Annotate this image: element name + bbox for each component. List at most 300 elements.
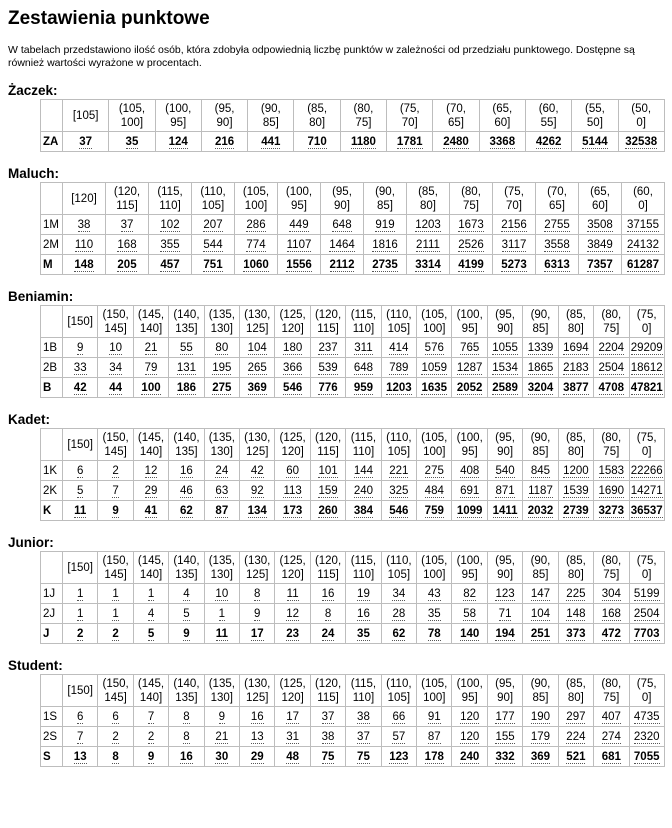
value-cell[interactable] xyxy=(321,255,364,275)
value-link[interactable]: 1180 xyxy=(350,135,376,148)
value-link[interactable]: 12 xyxy=(286,607,300,620)
value-cell[interactable] xyxy=(629,584,664,604)
value-link[interactable]: 9 xyxy=(77,341,84,354)
value-cell[interactable] xyxy=(275,338,310,358)
value-link[interactable]: 24132 xyxy=(627,238,659,251)
value-cell[interactable] xyxy=(493,255,536,275)
value-link[interactable]: 1690 xyxy=(598,484,625,497)
value-cell[interactable] xyxy=(523,501,558,521)
value-cell[interactable] xyxy=(310,461,345,481)
value-cell[interactable] xyxy=(346,624,381,644)
value-cell[interactable] xyxy=(63,501,98,521)
value-link[interactable]: 325 xyxy=(389,484,409,497)
value-cell[interactable] xyxy=(240,624,275,644)
value-cell[interactable] xyxy=(493,235,536,255)
value-cell[interactable] xyxy=(622,235,665,255)
value-link[interactable]: 366 xyxy=(283,361,303,374)
value-link[interactable]: 61287 xyxy=(627,258,659,271)
value-cell[interactable] xyxy=(594,358,629,378)
value-cell[interactable] xyxy=(381,604,416,624)
value-cell[interactable] xyxy=(452,481,487,501)
value-link[interactable]: 21 xyxy=(144,341,158,354)
value-link[interactable]: 2735 xyxy=(372,258,398,271)
value-link[interactable]: 1781 xyxy=(396,135,423,148)
value-cell[interactable] xyxy=(133,501,168,521)
value-cell[interactable] xyxy=(417,358,452,378)
value-link[interactable]: 297 xyxy=(566,710,586,723)
value-link[interactable]: 32538 xyxy=(625,135,658,148)
value-cell[interactable] xyxy=(169,338,204,358)
value-cell[interactable] xyxy=(310,584,345,604)
value-cell[interactable] xyxy=(346,727,381,747)
value-cell[interactable] xyxy=(594,501,629,521)
value-cell[interactable] xyxy=(310,727,345,747)
value-cell[interactable] xyxy=(169,707,204,727)
value-cell[interactable] xyxy=(381,747,416,767)
value-link[interactable]: 691 xyxy=(460,484,480,497)
value-cell[interactable] xyxy=(452,727,487,747)
value-cell[interactable] xyxy=(594,727,629,747)
value-cell[interactable] xyxy=(63,584,98,604)
value-cell[interactable] xyxy=(487,604,522,624)
value-cell[interactable] xyxy=(536,235,579,255)
value-link[interactable]: 29209 xyxy=(630,341,663,354)
value-link[interactable]: 2183 xyxy=(563,361,589,374)
value-link[interactable]: 41 xyxy=(144,504,158,517)
value-link[interactable]: 275 xyxy=(212,381,232,394)
value-link[interactable]: 17 xyxy=(250,627,264,640)
value-link[interactable]: 24 xyxy=(321,627,335,640)
value-link[interactable]: 131 xyxy=(176,361,197,374)
value-cell[interactable] xyxy=(133,747,168,767)
value-link[interactable]: 871 xyxy=(495,484,515,497)
value-cell[interactable] xyxy=(558,707,593,727)
value-link[interactable]: 124 xyxy=(168,135,188,148)
value-cell[interactable] xyxy=(169,747,204,767)
value-cell[interactable] xyxy=(452,604,487,624)
value-link[interactable]: 408 xyxy=(460,464,480,477)
value-link[interactable]: 42 xyxy=(73,381,87,394)
value-link[interactable]: 539 xyxy=(318,361,338,374)
value-cell[interactable] xyxy=(387,132,433,152)
value-cell[interactable] xyxy=(149,215,192,235)
value-link[interactable]: 36537 xyxy=(630,504,663,517)
value-link[interactable]: 123 xyxy=(389,750,409,763)
value-cell[interactable] xyxy=(204,747,239,767)
value-link[interactable]: 37 xyxy=(79,135,93,148)
value-cell[interactable] xyxy=(452,707,487,727)
value-link[interactable]: 37 xyxy=(357,730,370,743)
value-link[interactable]: 1203 xyxy=(386,381,412,394)
value-link[interactable]: 7357 xyxy=(587,258,613,271)
value-cell[interactable] xyxy=(204,584,239,604)
value-link[interactable]: 1 xyxy=(218,607,226,620)
value-cell[interactable] xyxy=(149,255,192,275)
value-cell[interactable] xyxy=(407,255,450,275)
value-cell[interactable] xyxy=(487,747,522,767)
value-link[interactable]: 92 xyxy=(250,484,264,497)
value-link[interactable]: 10 xyxy=(109,341,122,354)
value-link[interactable]: 78 xyxy=(427,627,441,640)
value-link[interactable]: 1816 xyxy=(372,238,398,251)
value-cell[interactable] xyxy=(310,624,345,644)
value-link[interactable]: 113 xyxy=(283,484,302,497)
value-link[interactable]: 87 xyxy=(427,730,441,743)
value-cell[interactable] xyxy=(235,255,278,275)
value-cell[interactable] xyxy=(417,501,452,521)
value-cell[interactable] xyxy=(523,338,558,358)
value-link[interactable]: 5199 xyxy=(633,587,660,600)
value-cell[interactable] xyxy=(594,707,629,727)
value-cell[interactable] xyxy=(487,707,522,727)
value-link[interactable]: 311 xyxy=(354,341,373,354)
value-cell[interactable] xyxy=(204,378,239,398)
value-link[interactable]: 9 xyxy=(183,627,190,640)
value-cell[interactable] xyxy=(407,235,450,255)
value-cell[interactable] xyxy=(133,378,168,398)
value-cell[interactable] xyxy=(149,235,192,255)
value-cell[interactable] xyxy=(240,378,275,398)
value-link[interactable]: 251 xyxy=(530,627,551,640)
value-link[interactable]: 23 xyxy=(286,627,300,640)
value-link[interactable]: 332 xyxy=(495,750,515,763)
value-link[interactable]: 2032 xyxy=(527,504,554,517)
value-cell[interactable] xyxy=(487,727,522,747)
value-link[interactable]: 38 xyxy=(321,730,335,743)
value-cell[interactable] xyxy=(417,461,452,481)
value-link[interactable]: 16 xyxy=(180,750,193,763)
value-cell[interactable] xyxy=(98,624,133,644)
value-cell[interactable] xyxy=(63,727,98,747)
value-link[interactable]: 4 xyxy=(147,607,155,620)
value-cell[interactable] xyxy=(275,707,310,727)
value-link[interactable]: 134 xyxy=(247,504,267,517)
value-link[interactable]: 789 xyxy=(389,361,409,374)
value-link[interactable]: 17 xyxy=(286,710,300,723)
value-cell[interactable] xyxy=(248,132,294,152)
value-link[interactable]: 540 xyxy=(495,464,515,477)
value-link[interactable]: 274 xyxy=(601,730,621,743)
value-link[interactable]: 60 xyxy=(286,464,300,477)
value-link[interactable]: 62 xyxy=(392,627,406,640)
value-link[interactable]: 1556 xyxy=(286,258,312,271)
value-link[interactable]: 13 xyxy=(250,730,264,743)
value-cell[interactable] xyxy=(169,378,204,398)
value-cell[interactable] xyxy=(525,132,571,152)
value-link[interactable]: 8 xyxy=(183,710,190,723)
value-cell[interactable] xyxy=(452,624,487,644)
value-link[interactable]: 9 xyxy=(254,607,261,620)
value-cell[interactable] xyxy=(523,604,558,624)
value-link[interactable]: 102 xyxy=(160,218,180,231)
value-cell[interactable] xyxy=(487,358,522,378)
value-link[interactable]: 2 xyxy=(147,730,155,743)
value-link[interactable]: 1060 xyxy=(243,258,269,271)
value-link[interactable]: 2 xyxy=(112,627,119,640)
value-cell[interactable] xyxy=(98,461,133,481)
value-link[interactable]: 765 xyxy=(460,341,480,354)
value-cell[interactable] xyxy=(629,358,664,378)
value-link[interactable]: 521 xyxy=(566,750,586,763)
value-link[interactable]: 35 xyxy=(427,607,441,620)
value-link[interactable]: 776 xyxy=(318,381,338,394)
value-link[interactable]: 110 xyxy=(74,238,94,251)
value-cell[interactable] xyxy=(433,132,479,152)
value-link[interactable]: 24 xyxy=(215,464,229,477)
value-link[interactable]: 648 xyxy=(332,218,352,231)
value-link[interactable]: 75 xyxy=(357,750,370,763)
value-link[interactable]: 186 xyxy=(176,381,197,394)
value-link[interactable]: 2 xyxy=(77,627,84,640)
value-link[interactable]: 1200 xyxy=(563,464,589,477)
value-link[interactable]: 38 xyxy=(77,218,91,231)
value-cell[interactable] xyxy=(381,727,416,747)
value-link[interactable]: 414 xyxy=(389,341,409,354)
value-link[interactable]: 441 xyxy=(261,135,281,148)
value-link[interactable]: 2 xyxy=(112,464,119,477)
value-cell[interactable] xyxy=(594,624,629,644)
value-link[interactable]: 3117 xyxy=(501,238,527,251)
value-link[interactable]: 7 xyxy=(77,730,84,743)
value-link[interactable]: 1534 xyxy=(492,361,518,374)
value-cell[interactable] xyxy=(523,727,558,747)
value-link[interactable]: 190 xyxy=(530,710,551,723)
value-link[interactable]: 2052 xyxy=(456,381,483,394)
value-cell[interactable] xyxy=(133,338,168,358)
value-cell[interactable] xyxy=(346,747,381,767)
value-link[interactable]: 168 xyxy=(601,607,621,620)
value-cell[interactable] xyxy=(240,727,275,747)
value-link[interactable]: 6 xyxy=(77,464,84,477)
value-link[interactable]: 2755 xyxy=(544,218,570,231)
value-cell[interactable] xyxy=(133,707,168,727)
value-cell[interactable] xyxy=(109,132,155,152)
value-link[interactable]: 3204 xyxy=(527,381,554,394)
value-cell[interactable] xyxy=(275,481,310,501)
value-cell[interactable] xyxy=(452,501,487,521)
value-cell[interactable] xyxy=(106,235,149,255)
value-link[interactable]: 177 xyxy=(495,710,515,723)
value-link[interactable]: 959 xyxy=(353,381,374,394)
value-link[interactable]: 10 xyxy=(215,587,229,600)
value-cell[interactable] xyxy=(523,747,558,767)
value-cell[interactable] xyxy=(594,604,629,624)
value-link[interactable]: 1583 xyxy=(598,464,625,477)
value-cell[interactable] xyxy=(558,358,593,378)
value-link[interactable]: 19 xyxy=(357,587,370,600)
value-cell[interactable] xyxy=(417,584,452,604)
value-cell[interactable] xyxy=(240,338,275,358)
value-link[interactable]: 286 xyxy=(246,218,266,231)
value-link[interactable]: 31 xyxy=(286,730,300,743)
value-cell[interactable] xyxy=(487,338,522,358)
value-cell[interactable] xyxy=(169,727,204,747)
value-link[interactable]: 18612 xyxy=(630,361,663,374)
value-link[interactable]: 37 xyxy=(321,710,335,723)
value-cell[interactable] xyxy=(278,235,321,255)
value-cell[interactable] xyxy=(169,501,204,521)
value-cell[interactable] xyxy=(346,358,381,378)
value-cell[interactable] xyxy=(98,481,133,501)
value-cell[interactable] xyxy=(346,461,381,481)
value-link[interactable]: 42 xyxy=(250,464,264,477)
value-cell[interactable] xyxy=(98,378,133,398)
value-cell[interactable] xyxy=(558,604,593,624)
value-cell[interactable] xyxy=(310,604,345,624)
value-link[interactable]: 144 xyxy=(353,464,374,477)
value-cell[interactable] xyxy=(536,255,579,275)
value-link[interactable]: 35 xyxy=(125,135,139,148)
value-cell[interactable] xyxy=(417,338,452,358)
value-cell[interactable] xyxy=(98,584,133,604)
value-cell[interactable] xyxy=(523,461,558,481)
value-link[interactable]: 104 xyxy=(530,607,551,620)
value-cell[interactable] xyxy=(346,604,381,624)
value-cell[interactable] xyxy=(204,707,239,727)
value-link[interactable]: 8 xyxy=(112,750,119,763)
value-link[interactable]: 123 xyxy=(495,587,515,600)
value-link[interactable]: 205 xyxy=(117,258,137,271)
value-cell[interactable] xyxy=(452,584,487,604)
value-cell[interactable] xyxy=(523,584,558,604)
value-cell[interactable] xyxy=(106,255,149,275)
value-cell[interactable] xyxy=(310,747,345,767)
value-link[interactable]: 7703 xyxy=(633,627,660,640)
value-cell[interactable] xyxy=(240,358,275,378)
value-link[interactable]: 2204 xyxy=(598,341,625,354)
value-cell[interactable] xyxy=(204,358,239,378)
value-cell[interactable] xyxy=(594,584,629,604)
value-link[interactable]: 3508 xyxy=(587,218,613,231)
value-cell[interactable] xyxy=(63,358,98,378)
value-cell[interactable] xyxy=(204,481,239,501)
value-cell[interactable] xyxy=(594,747,629,767)
value-cell[interactable] xyxy=(381,338,416,358)
value-link[interactable]: 3558 xyxy=(544,238,570,251)
value-link[interactable]: 1055 xyxy=(492,341,518,354)
value-cell[interactable] xyxy=(487,501,522,521)
value-cell[interactable] xyxy=(133,727,168,747)
value-cell[interactable] xyxy=(204,501,239,521)
value-cell[interactable] xyxy=(450,235,493,255)
value-link[interactable]: 3368 xyxy=(489,135,516,148)
value-link[interactable]: 2589 xyxy=(492,381,518,394)
value-cell[interactable] xyxy=(321,215,364,235)
value-cell[interactable] xyxy=(417,727,452,747)
value-cell[interactable] xyxy=(310,378,345,398)
value-link[interactable]: 66 xyxy=(392,710,406,723)
value-link[interactable]: 148 xyxy=(566,607,586,620)
value-link[interactable]: 265 xyxy=(247,361,267,374)
value-cell[interactable] xyxy=(204,624,239,644)
value-cell[interactable] xyxy=(523,624,558,644)
value-link[interactable]: 100 xyxy=(141,381,161,394)
value-cell[interactable] xyxy=(487,584,522,604)
value-cell[interactable] xyxy=(275,378,310,398)
value-link[interactable]: 1 xyxy=(147,587,155,600)
value-link[interactable]: 457 xyxy=(160,258,180,271)
value-link[interactable]: 159 xyxy=(318,484,338,497)
value-link[interactable]: 30 xyxy=(215,750,229,763)
value-link[interactable]: 1673 xyxy=(458,218,484,231)
value-cell[interactable] xyxy=(558,501,593,521)
value-cell[interactable] xyxy=(275,727,310,747)
value-cell[interactable] xyxy=(98,501,133,521)
value-cell[interactable] xyxy=(106,215,149,235)
value-link[interactable]: 5 xyxy=(147,627,155,640)
value-cell[interactable] xyxy=(381,501,416,521)
value-link[interactable]: 5273 xyxy=(501,258,527,271)
value-cell[interactable] xyxy=(133,481,168,501)
value-cell[interactable] xyxy=(275,358,310,378)
value-cell[interactable] xyxy=(275,461,310,481)
value-cell[interactable] xyxy=(479,132,525,152)
value-cell[interactable] xyxy=(169,358,204,378)
value-cell[interactable] xyxy=(63,481,98,501)
value-link[interactable]: 194 xyxy=(495,627,515,640)
value-link[interactable]: 4262 xyxy=(535,135,562,148)
value-link[interactable]: 1 xyxy=(112,607,119,620)
value-cell[interactable] xyxy=(63,132,109,152)
value-cell[interactable] xyxy=(240,747,275,767)
value-cell[interactable] xyxy=(452,747,487,767)
value-link[interactable]: 179 xyxy=(530,730,551,743)
value-cell[interactable] xyxy=(622,255,665,275)
value-cell[interactable] xyxy=(63,604,98,624)
value-cell[interactable] xyxy=(622,215,665,235)
value-cell[interactable] xyxy=(310,501,345,521)
value-link[interactable]: 80 xyxy=(215,341,229,354)
value-cell[interactable] xyxy=(594,481,629,501)
value-cell[interactable] xyxy=(364,255,407,275)
value-cell[interactable] xyxy=(381,481,416,501)
value-cell[interactable] xyxy=(278,255,321,275)
value-cell[interactable] xyxy=(310,481,345,501)
value-link[interactable]: 7055 xyxy=(633,750,660,763)
value-link[interactable]: 6 xyxy=(77,710,84,723)
value-link[interactable]: 2156 xyxy=(501,218,527,231)
value-cell[interactable] xyxy=(629,707,664,727)
value-cell[interactable] xyxy=(240,481,275,501)
value-link[interactable]: 576 xyxy=(424,341,444,354)
value-link[interactable]: 4708 xyxy=(598,381,625,394)
value-link[interactable]: 12 xyxy=(144,464,158,477)
value-link[interactable]: 178 xyxy=(424,750,444,763)
value-link[interactable]: 2504 xyxy=(598,361,625,374)
value-cell[interactable] xyxy=(321,235,364,255)
value-link[interactable]: 55 xyxy=(180,341,193,354)
value-link[interactable]: 1 xyxy=(112,587,119,600)
value-link[interactable]: 120 xyxy=(460,730,480,743)
value-link[interactable]: 304 xyxy=(601,587,621,600)
value-cell[interactable] xyxy=(204,604,239,624)
value-link[interactable]: 3849 xyxy=(587,238,613,251)
value-cell[interactable] xyxy=(63,235,106,255)
value-cell[interactable] xyxy=(169,481,204,501)
value-link[interactable]: 5 xyxy=(77,484,84,497)
value-link[interactable]: 168 xyxy=(117,238,137,251)
value-cell[interactable] xyxy=(133,624,168,644)
value-cell[interactable] xyxy=(294,132,340,152)
value-cell[interactable] xyxy=(63,747,98,767)
value-link[interactable]: 546 xyxy=(389,504,409,517)
value-cell[interactable] xyxy=(558,584,593,604)
value-link[interactable]: 2111 xyxy=(416,238,440,251)
value-link[interactable]: 4735 xyxy=(633,710,660,723)
value-link[interactable]: 1203 xyxy=(415,218,441,231)
value-link[interactable]: 216 xyxy=(214,135,235,148)
value-cell[interactable] xyxy=(407,215,450,235)
